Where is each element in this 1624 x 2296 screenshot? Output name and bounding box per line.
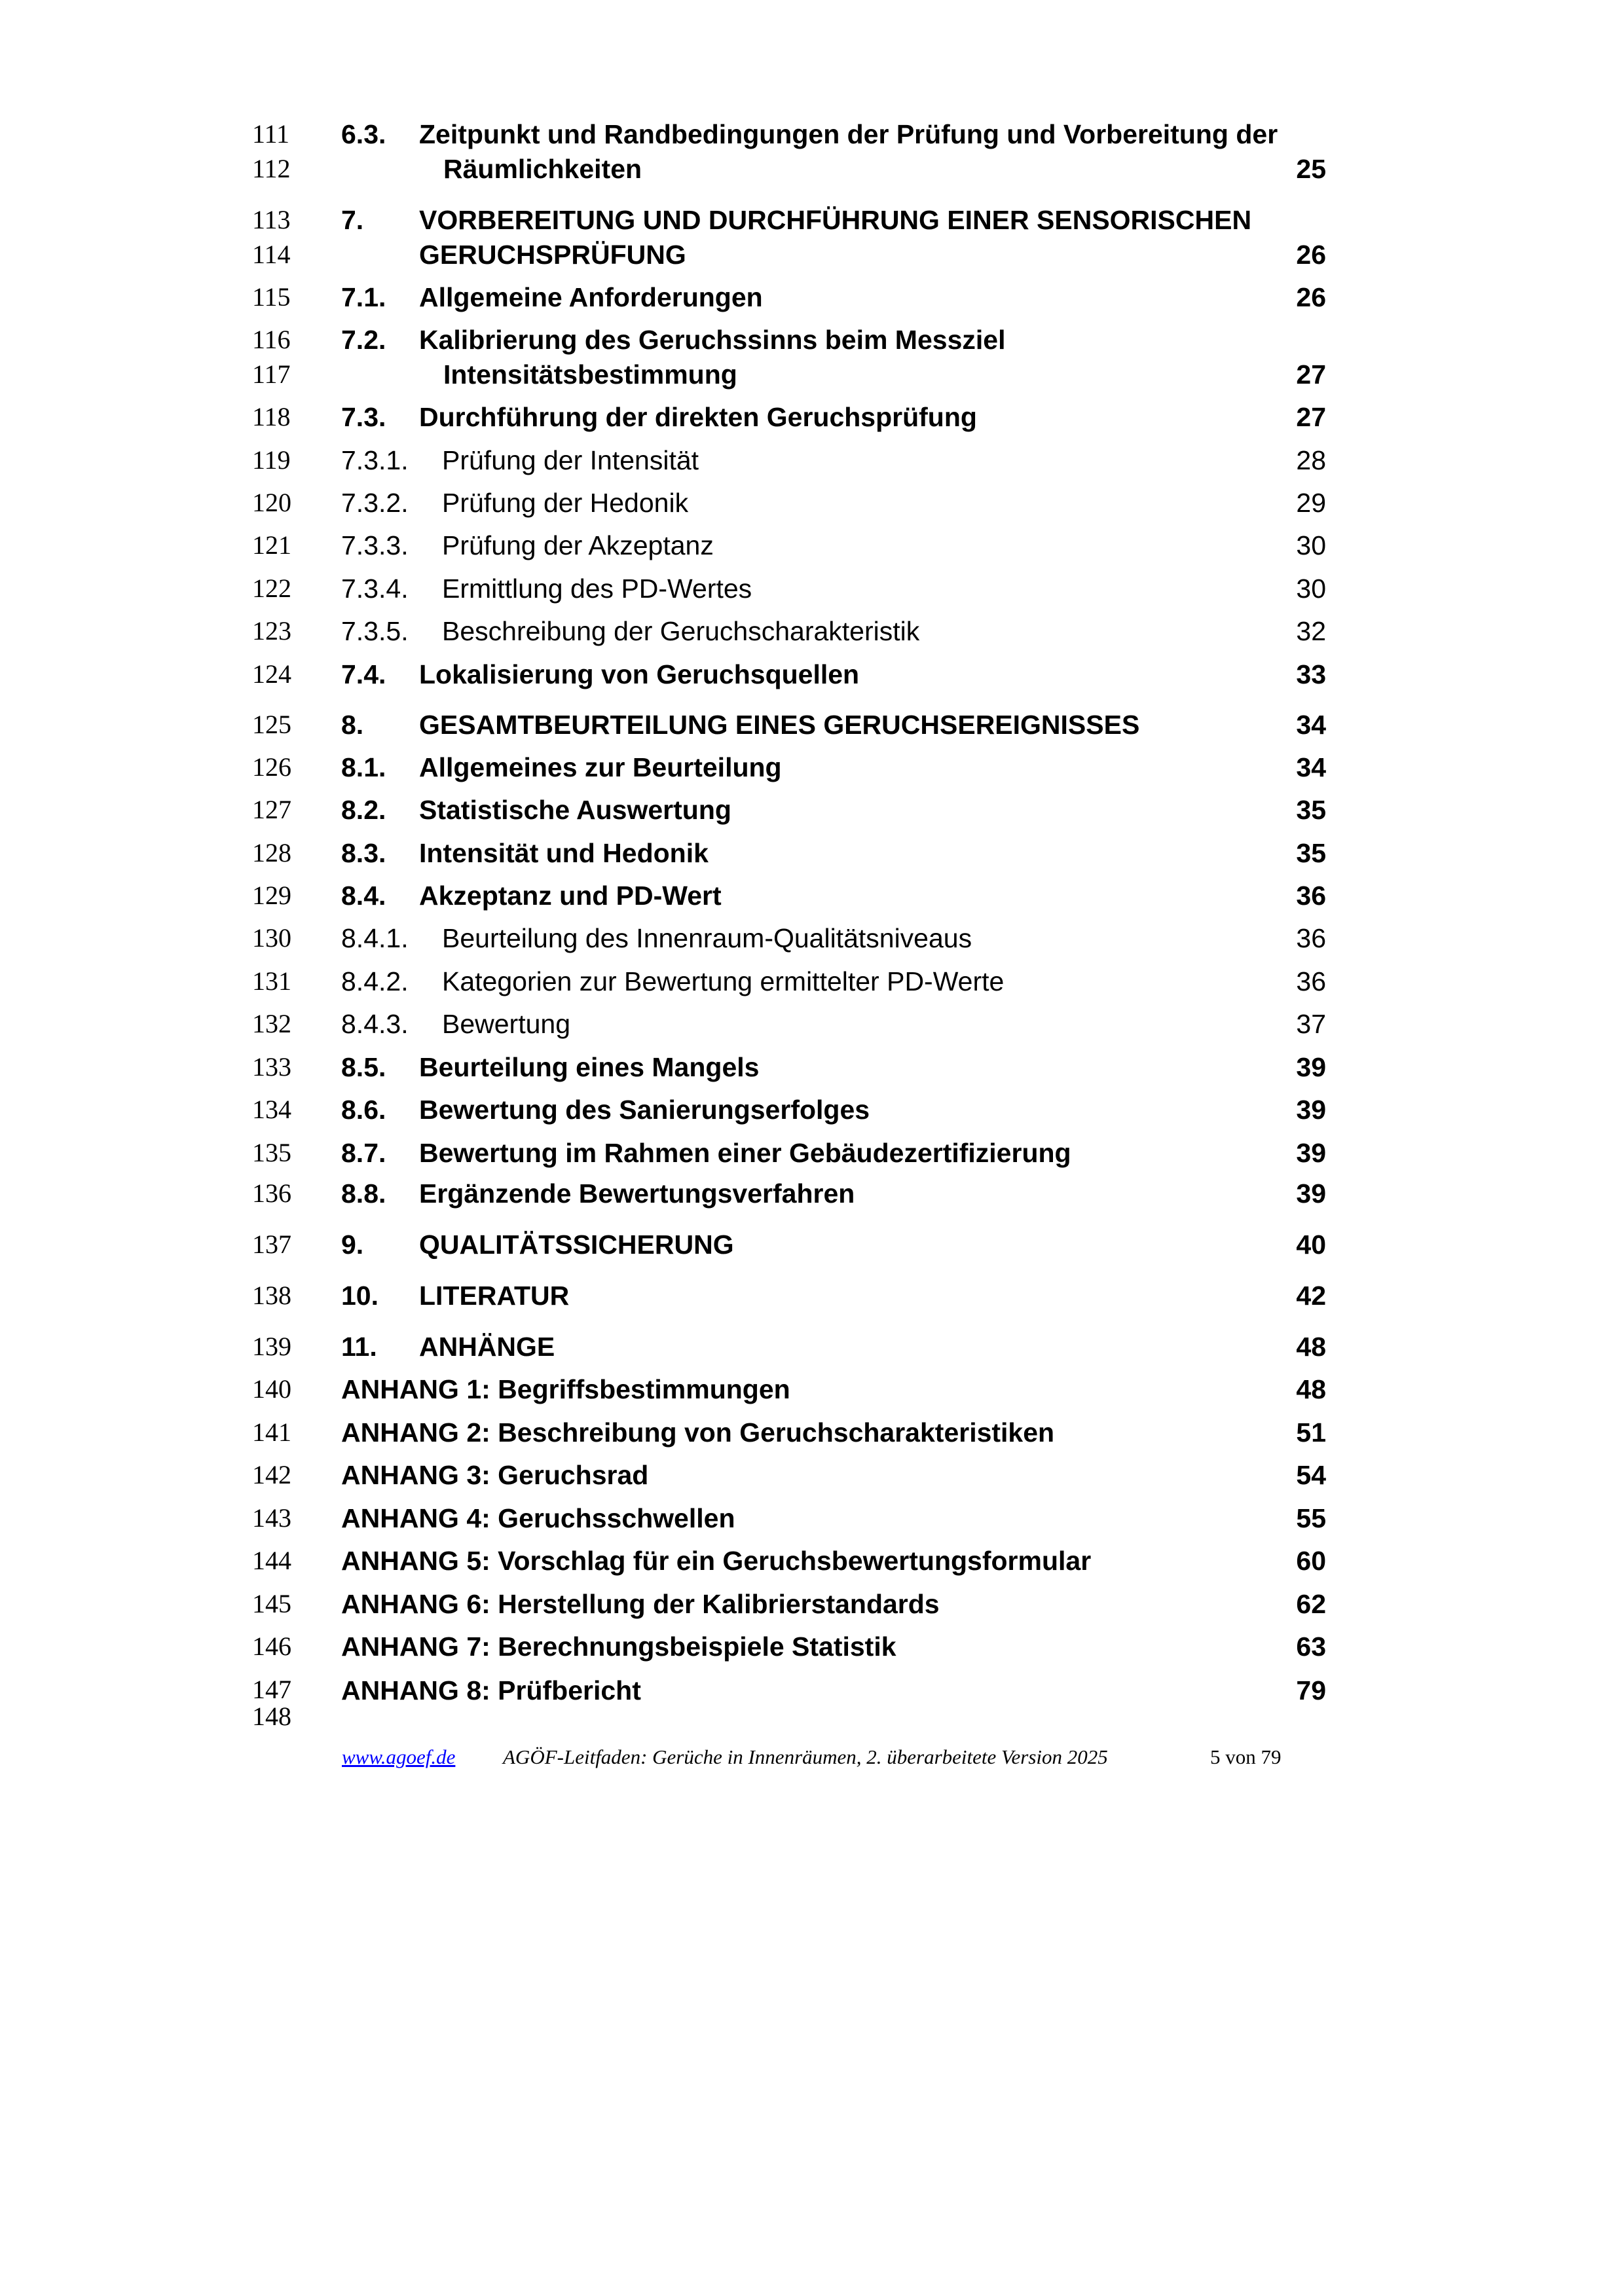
toc-entry-number: 7.3.5. — [341, 616, 409, 646]
toc-entry-title: ANHANG 6: Herstellung der Kalibrierstandards — [341, 1589, 940, 1619]
toc-entry-title: Bewertung — [442, 1009, 571, 1039]
toc-entry-title: Kategorien zur Bewertung ermittelter PD-Werte — [442, 966, 1005, 996]
toc-entry-title: ANHANG 3: Geruchsrad — [341, 1460, 649, 1490]
toc-entry-title: ANHANG 8: Prüfbericht — [341, 1675, 641, 1705]
toc-entry-title: Lokalisierung von Geruchsquellen — [419, 659, 860, 689]
toc-entry-title-continuation: GERUCHSPRÜFUNG — [419, 240, 686, 270]
line-number: 133 — [252, 1052, 291, 1082]
line-number: 143 — [252, 1503, 291, 1533]
line-number: 114 — [252, 240, 291, 269]
toc-entry-title: ANHANG 2: Beschreibung von Geruchscharakteristiken — [341, 1417, 1055, 1448]
toc-entry-page: 34 — [1296, 752, 1326, 782]
line-number: 121 — [252, 530, 291, 560]
line-number: 116 — [252, 325, 291, 354]
toc-entry-page: 26 — [1296, 240, 1326, 270]
line-number: 112 — [252, 154, 291, 183]
toc-entry-title: Beurteilung des Innenraum-Qualitätsniveaus — [442, 923, 972, 953]
website-link[interactable]: www.agoef.de — [342, 1745, 456, 1768]
line-number: 122 — [252, 574, 291, 603]
line-number: 125 — [252, 710, 291, 739]
toc-entry-title: ANHANG 5: Vorschlag für ein Geruchsbewertungsformular — [341, 1546, 1092, 1576]
toc-entry-number: 8.4.3. — [341, 1009, 409, 1039]
toc-entry-number: 8.5. — [341, 1052, 386, 1082]
line-number: 136 — [252, 1178, 291, 1208]
line-number: 134 — [252, 1095, 291, 1124]
toc-entry-number: 7.4. — [341, 659, 386, 689]
toc-entry-page: 27 — [1296, 359, 1326, 390]
toc-entry-number: 7.1. — [341, 282, 386, 312]
toc-entry-number: 7. — [341, 205, 364, 235]
line-number: 146 — [252, 1631, 291, 1661]
toc-entry-page: 30 — [1296, 530, 1326, 560]
toc-entry-title-continuation: Intensitätsbestimmung — [443, 359, 737, 390]
toc-entry-title: Prüfung der Hedonik — [442, 488, 689, 518]
line-number: 145 — [252, 1589, 291, 1618]
toc-entry-title: ANHANG 4: Geruchsschwellen — [341, 1503, 735, 1533]
toc-entry-title: Beurteilung eines Mangels — [419, 1052, 760, 1082]
toc-entry-page: 28 — [1296, 445, 1326, 475]
toc-entry-title: Ergänzende Bewertungsverfahren — [419, 1178, 855, 1209]
line-number: 148 — [252, 1702, 291, 1731]
toc-entry-page: 36 — [1296, 881, 1326, 911]
line-number: 123 — [252, 616, 291, 646]
toc-entry-page: 60 — [1296, 1546, 1326, 1576]
page-indicator: 5 von 79 — [1210, 1745, 1282, 1768]
toc-entry-page: 55 — [1296, 1503, 1326, 1533]
toc-entry-page: 39 — [1296, 1138, 1326, 1168]
toc-entry-number: 11. — [341, 1332, 377, 1362]
toc-entry-title: Allgemeines zur Beurteilung — [419, 752, 782, 782]
toc-entry-title: LITERATUR — [419, 1281, 570, 1311]
toc-entry-title: Allgemeine Anforderungen — [419, 282, 763, 312]
toc-entry-number: 8.1. — [341, 752, 386, 782]
toc-entry-page: 63 — [1296, 1631, 1326, 1662]
line-number: 117 — [252, 359, 291, 389]
line-number: 135 — [252, 1138, 291, 1167]
toc-entry-page: 29 — [1296, 488, 1326, 518]
toc-entry-title: Durchführung der direkten Geruchsprüfung — [419, 402, 977, 432]
toc-entry-number: 9. — [341, 1230, 364, 1260]
line-number: 140 — [252, 1374, 291, 1404]
toc-entry-number: 10. — [341, 1281, 378, 1311]
toc-entry-page: 48 — [1296, 1374, 1326, 1404]
toc-entry-title: Bewertung im Rahmen einer Gebäudezertifizierung — [419, 1138, 1071, 1168]
line-number: 113 — [252, 205, 291, 234]
toc-entry-title: VORBEREITUNG UND DURCHFÜHRUNG EINER SENSORISCHEN — [419, 205, 1252, 235]
toc-entry-title: Zeitpunkt und Randbedingungen der Prüfung und Vorbereitung der — [419, 119, 1278, 149]
toc-entry-title: GESAMTBEURTEILUNG EINES GERUCHSEREIGNISSES — [419, 710, 1140, 740]
toc-entry-number: 8.4. — [341, 881, 386, 911]
line-number: 129 — [252, 881, 291, 910]
toc-entry-page: 48 — [1296, 1332, 1326, 1362]
line-number: 118 — [252, 402, 291, 431]
toc-entry-page: 42 — [1296, 1281, 1326, 1311]
line-number: 119 — [252, 445, 291, 475]
toc-entry-page: 39 — [1296, 1095, 1326, 1125]
line-number: 127 — [252, 795, 291, 824]
toc-entry-title: ANHANG 1: Begriffsbestimmungen — [341, 1374, 790, 1404]
toc-entry-page: 36 — [1296, 966, 1326, 996]
toc-entry-page: 32 — [1296, 616, 1326, 646]
toc-entry-title: QUALITÄTSSICHERUNG — [419, 1230, 734, 1260]
toc-entry-page: 54 — [1296, 1460, 1326, 1490]
toc-entry-page: 79 — [1296, 1675, 1326, 1705]
toc-entry-number: 8.8. — [341, 1178, 386, 1209]
toc-entry-number: 7.3. — [341, 402, 386, 432]
toc-entry-number: 8.6. — [341, 1095, 386, 1125]
toc-entry-number: 8.3. — [341, 838, 386, 868]
toc-entry-number: 7.3.2. — [341, 488, 409, 518]
toc-entry-page: 27 — [1296, 402, 1326, 432]
toc-entry-title: Bewertung des Sanierungserfolges — [419, 1095, 870, 1125]
toc-entry-page: 36 — [1296, 923, 1326, 953]
toc-entry-title-continuation: Räumlichkeiten — [443, 154, 642, 184]
toc-entry-number: 7.3.3. — [341, 530, 409, 560]
line-number: 131 — [252, 966, 291, 996]
toc-entry-title: Statistische Auswertung — [419, 795, 731, 825]
toc-entry-page: 40 — [1296, 1230, 1326, 1260]
toc-entry-page: 35 — [1296, 795, 1326, 825]
toc-entry-number: 7.3.4. — [341, 574, 409, 604]
toc-entry-title: ANHÄNGE — [419, 1332, 555, 1362]
line-number: 128 — [252, 838, 291, 867]
toc-entry-number: 6.3. — [341, 119, 386, 149]
toc-entry-title: Intensität und Hedonik — [419, 838, 709, 868]
toc-entry-title: Ermittlung des PD-Wertes — [442, 574, 752, 604]
toc-entry-page: 26 — [1296, 282, 1326, 312]
toc-entry-page: 39 — [1296, 1052, 1326, 1082]
line-number: 144 — [252, 1546, 291, 1575]
line-number: 126 — [252, 752, 291, 782]
line-number: 141 — [252, 1417, 291, 1447]
toc-entry-page: 35 — [1296, 838, 1326, 868]
toc-entry-number: 8.7. — [341, 1138, 386, 1168]
line-number: 115 — [252, 282, 291, 312]
toc-entry-number: 8.2. — [341, 795, 386, 825]
toc-entry-page: 39 — [1296, 1178, 1326, 1209]
line-number: 111 — [252, 119, 290, 149]
line-number: 130 — [252, 923, 291, 953]
toc-entry-title: ANHANG 7: Berechnungsbeispiele Statistik — [341, 1631, 896, 1662]
toc-entry-number: 8.4.2. — [341, 966, 409, 996]
line-number: 138 — [252, 1281, 291, 1310]
toc-entry-title: Kalibrierung des Geruchssinns beim Messziel — [419, 325, 1006, 355]
page-footer — [0, 1747, 1624, 1773]
line-number: 137 — [252, 1230, 291, 1259]
toc-entry-page: 62 — [1296, 1589, 1326, 1619]
document-title: AGÖF-Leitfaden: Gerüche in Innenräumen, 2. überarbeitete Version 2025 — [503, 1745, 1108, 1768]
toc-entry-number: 7.3.1. — [341, 445, 409, 475]
line-number: 132 — [252, 1009, 291, 1038]
toc-entry-number: 8.4.1. — [341, 923, 409, 953]
toc-entry-title: Prüfung der Intensität — [442, 445, 699, 475]
toc-entry-page: 25 — [1296, 154, 1326, 184]
line-number: 147 — [252, 1675, 291, 1704]
toc-entry-page: 51 — [1296, 1417, 1326, 1448]
line-number: 120 — [252, 488, 291, 517]
toc-entry-number: 8. — [341, 710, 364, 740]
line-number: 139 — [252, 1332, 291, 1361]
toc-entry-number: 7.2. — [341, 325, 386, 355]
toc-entry-title: Beschreibung der Geruchscharakteristik — [442, 616, 920, 646]
toc-entry-title: Akzeptanz und PD-Wert — [419, 881, 722, 911]
toc-entry-page: 30 — [1296, 574, 1326, 604]
toc-entry-page: 34 — [1296, 710, 1326, 740]
toc-entry-page: 37 — [1296, 1009, 1326, 1039]
toc-entry-title: Prüfung der Akzeptanz — [442, 530, 714, 560]
line-number: 124 — [252, 659, 291, 689]
toc-entry-page: 33 — [1296, 659, 1326, 689]
line-number: 142 — [252, 1460, 291, 1489]
